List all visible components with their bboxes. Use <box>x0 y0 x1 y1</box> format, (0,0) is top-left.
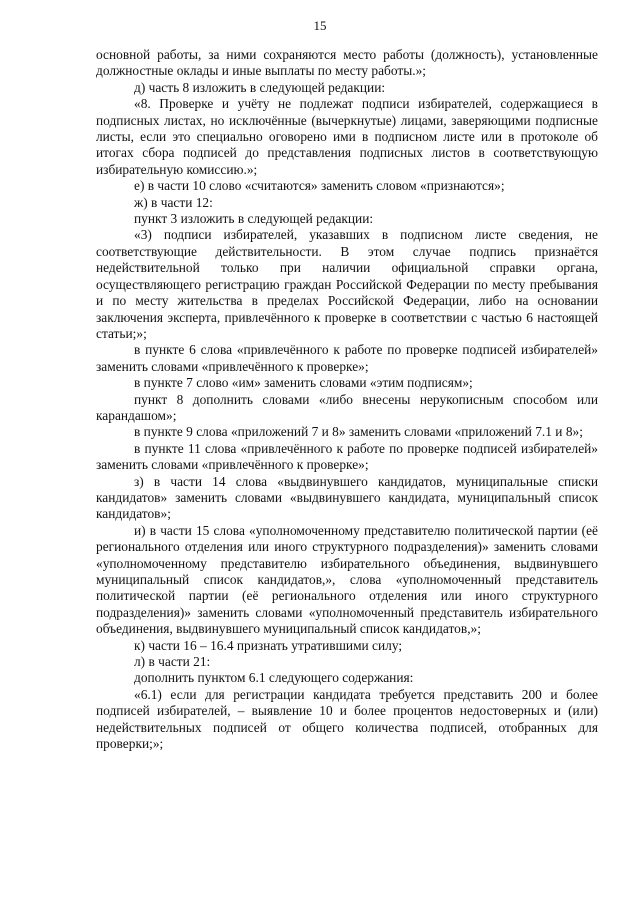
paragraph: пункт 3 изложить в следующей редакции: <box>134 211 374 227</box>
paragraph: д) часть 8 изложить в следующей редакции: <box>134 79 386 95</box>
document-body <box>96 47 598 752</box>
paragraph: пункт 8 дополнить словами «либо внесены нерукописным способом или карандашом»; <box>96 391 598 423</box>
paragraph: «6.1) если для регистрации кандидата требуется представить 200 и более подписей избирателей, – выявление 10 и более процентов недостоверных и (или) недействительных подписей от общего количества подписей, отобранных для проверки;»; <box>96 686 598 752</box>
paragraph: «3) подписи избирателей, указавших в подписном листе сведения, не соответствующие действительности. В этом случае подпись признаётся недействительной только при наличии официальной справки органа, осуществляющего регистрацию граждан Российской Федерации по месту пребывания и по месту жительства в пределах Российской Федерации, либо на основании заключения эксперта, привлечённого к проверке в соответствии с частью 6 настоящей статьи;»; <box>96 227 598 341</box>
paragraph: е) в части 10 слово «считаются» заменить словом «признаются»; <box>134 178 505 194</box>
paragraph: ж) в части 12: <box>134 194 213 210</box>
paragraph: дополнить пунктом 6.1 следующего содержания: <box>134 670 414 686</box>
paragraph: к) части 16 – 16.4 признать утратившими силу; <box>134 637 403 653</box>
paragraph: «8. Проверке и учёту не подлежат подписи избирателей, содержащиеся в подписных листах, но исключённые (вычеркнутые) лицами, заверяющими подписные листы, если это специально оговорено ими в подписном листе или в протоколе об итогах сбора подписей до представления подписных листов в соответствующую избирательную комиссию.»; <box>96 96 598 177</box>
paragraph: в пункте 6 слова «привлечённого к работе по проверке подписей избирателей» заменить словами «привлечённого к проверке»; <box>96 342 598 374</box>
paragraph: в пункте 11 слова «привлечённого к работе по проверке подписей избирателей» заменить словами «привлечённого к проверке»; <box>96 440 598 473</box>
page-number: 15 <box>313 18 327 33</box>
paragraph: основной работы, за ними сохраняются место работы (должность), установленные должностные оклады и иные выплаты по месту работы.»; <box>96 47 598 79</box>
paragraph: в пункте 9 слова «приложений 7 и 8» заменить словами «приложений 7.1 и 8»; <box>134 424 583 440</box>
paragraph: и) в части 15 слова «уполномоченному представителю политической партии (её регионального отделения или иного структурного подразделения)» заменить словами «уполномоченному представителю избирательного объединения, выдвинувшего муниципальный список кандидатов,», слова «уполномоченный представитель политической партии (её регионального отделения или иного структурного подразделения)» заменить словами «уполномоченный представитель избирательного объединения, выдвинувшего муниципальный список кандидатов,»; <box>96 522 598 637</box>
paragraph: л) в части 21: <box>134 654 211 670</box>
paragraph: з) в части 14 слова «выдвинувшего кандидатов, муниципальные списки кандидатов» заменить словами «выдвинувшего кандидата, муниципальный список кандидатов»; <box>96 473 598 522</box>
paragraph: в пункте 7 слово «им» заменить словами «этим подписям»; <box>134 375 473 391</box>
